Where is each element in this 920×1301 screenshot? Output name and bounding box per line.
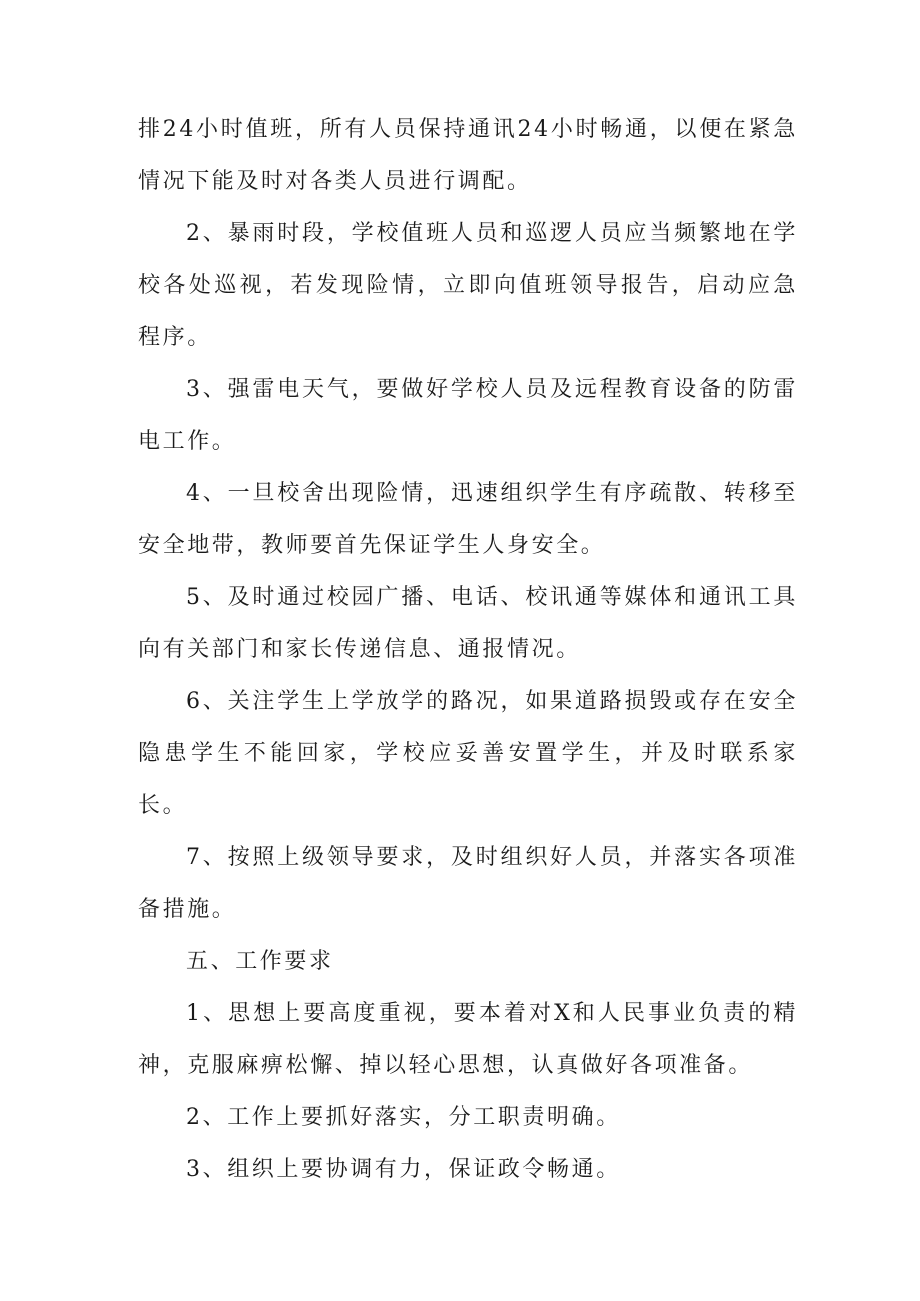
section-heading-work-requirements: 五、工作要求 [186, 949, 334, 974]
paragraph-duty-continuation: 排24小时值班，所有人员保持通讯24小时畅通，以便在紧急情况下能及时对各类人员进行调配。 [138, 117, 798, 194]
paragraph-requirement-organization: 3、组织上要协调有力，保证政令畅通。 [186, 1157, 621, 1182]
paragraph-lightning-protection: 3、强雷电天气，要做好学校人员及远程教育设备的防雷电工作。 [138, 377, 798, 454]
paragraph-preparation-measures: 7、按照上级领导要求，及时组织好人员，并落实各项准备措施。 [138, 845, 798, 922]
paragraph-rainstorm-patrol: 2、暴雨时段，学校值班人员和巡逻人员应当频繁地在学校各处巡视，若发现险情，立即向值班领导报告，启动应急程序。 [138, 221, 798, 350]
paragraph-evacuation: 4、一旦校舍出现险情，迅速组织学生有序疏散、转移至安全地带，教师要首先保证学生人身安全。 [138, 481, 798, 558]
paragraph-requirement-thinking: 1、思想上要高度重视，要本着对X和人民事业负责的精神，克服麻痹松懈、掉以轻心思想，认真做好各项准备。 [138, 1001, 798, 1078]
paragraph-information-reporting: 5、及时通过校园广播、电话、校讯通等媒体和通讯工具向有关部门和家长传递信息、通报情况。 [138, 585, 798, 662]
paragraph-requirement-work: 2、工作上要抓好落实，分工职责明确。 [186, 1105, 621, 1130]
paragraph-student-road-safety: 6、关注学生上学放学的路况，如果道路损毁或存在安全隐患学生不能回家，学校应妥善安置学生，并及时联系家长。 [138, 689, 798, 818]
document-body [138, 104, 798, 1196]
